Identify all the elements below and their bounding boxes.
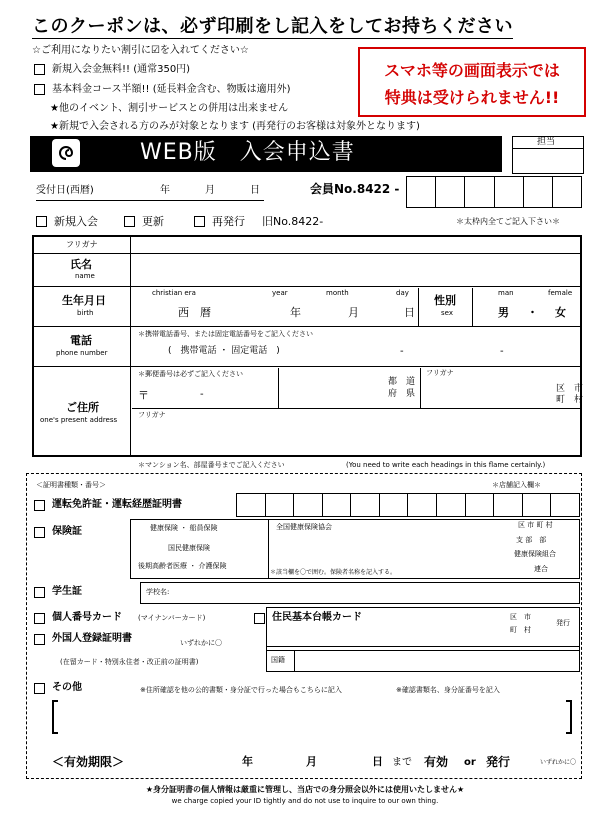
sex-en-label: sex — [441, 309, 453, 317]
insurance-type-1: 健康保険 ・ 船員保険 — [150, 524, 218, 532]
name-en-label: name — [75, 272, 95, 280]
zip-note: ＊郵便番号は必ずご記入ください — [138, 370, 243, 378]
other-label: その他 — [52, 682, 82, 693]
warning-line-1: スマホ等の画面表示では — [384, 61, 560, 80]
juki-checkbox[interactable] — [254, 613, 265, 624]
kind-checkbox-new[interactable] — [36, 216, 47, 227]
school-name-label: 学校名: — [146, 588, 170, 596]
name-label: 氏名 — [70, 258, 92, 271]
option-half-price-label: 基本料金コース半額!! (延長料金含む、物販は適用外) — [52, 84, 291, 95]
validity-month-unit: 月 — [306, 755, 317, 768]
sex-man-head: man — [498, 289, 514, 297]
received-month-unit: 月 — [205, 185, 215, 196]
address-furigana-label-1: フリガナ — [426, 369, 454, 377]
option-free-entry-label: 新規入会金無料!! (通常350円) — [52, 64, 191, 75]
mynumber-checkbox[interactable] — [34, 613, 45, 624]
sex-label: 性別 — [434, 294, 456, 307]
license-checkbox[interactable] — [34, 500, 45, 511]
old-number-label: 旧No.8422- — [262, 215, 324, 228]
kind-renew-label: 更新 — [142, 215, 164, 228]
foreign-label: 外国人登録証明書 — [52, 633, 132, 644]
phone-type-label: ( 携帯電話 ・ 固定電話 ) — [168, 346, 280, 356]
phone-field[interactable] — [310, 342, 578, 362]
student-label: 学生証 — [52, 586, 82, 597]
address-field[interactable] — [134, 422, 578, 454]
either-circle-note-2: いずれかに〇 — [540, 759, 577, 766]
address-label: ご住所 — [66, 401, 99, 414]
kind-reissue-label: 再発行 — [212, 215, 245, 228]
insurance-type-3: 後期高齢者医療 ・ 介護保険 — [138, 562, 227, 570]
zip-field[interactable] — [152, 384, 272, 404]
address-furigana-label-2: フリガナ — [138, 411, 166, 419]
validity-year-unit: 年 — [242, 755, 253, 768]
prefecture-field[interactable] — [282, 380, 382, 404]
birth-year-unit: 年 — [290, 306, 301, 319]
sex-female-head: female — [548, 289, 573, 297]
phone-dash-1: - — [400, 346, 404, 357]
furigana-field[interactable] — [132, 238, 578, 252]
member-number-label: 会員No.8422 - — [310, 182, 400, 196]
birth-era-head: christian era — [152, 289, 196, 297]
insurance-association: 全国健康保険協会 — [276, 523, 332, 531]
received-date-label: 受付日(西暦) — [36, 185, 94, 196]
name-field[interactable] — [132, 255, 578, 285]
insurance-label: 保険証 — [52, 526, 82, 537]
address-en-label: one's present address — [40, 416, 118, 424]
validity-option-issued[interactable]: 発行 — [486, 755, 511, 769]
other-document-field[interactable] — [62, 700, 562, 734]
kind-checkbox-reissue[interactable] — [194, 216, 205, 227]
coupon-title: このクーポンは、必ず印刷をし記入をしてお持ちください — [32, 16, 513, 37]
phone-label: 電話 — [70, 334, 92, 347]
form-title: WEB版 入会申込書 — [140, 140, 355, 165]
birth-day-head: day — [396, 289, 409, 297]
birth-en-label: birth — [77, 309, 94, 317]
received-year-unit: 年 — [160, 185, 170, 196]
validity-option-valid[interactable]: 有効 — [424, 755, 449, 769]
phone-note: ＊携帯電話番号、または固定電話番号をご記入ください — [138, 330, 313, 338]
foreign-sub-label: (在留カード・特別永住者・改正前の証明書) — [60, 658, 199, 666]
city-field[interactable] — [424, 382, 554, 406]
member-number-boxes[interactable] — [406, 176, 582, 208]
logo-icon — [52, 139, 80, 167]
nationality-box[interactable] — [266, 650, 580, 672]
validity-or: or — [464, 757, 476, 768]
nationality-label: 国籍 — [271, 656, 285, 664]
other-note-1: ※住所確認を他の公的書類・身分証で行った場合もこちらに記入 — [140, 686, 342, 694]
birth-date-field[interactable] — [140, 300, 418, 324]
juki-label: 住民基本台帳カード — [272, 612, 362, 623]
phone-en-label: phone number — [56, 349, 108, 357]
sex-man-option[interactable]: 男 — [498, 306, 509, 319]
insurance-checkbox[interactable] — [34, 527, 45, 538]
other-bracket-right — [566, 700, 572, 734]
footer-privacy-en: we charge copied your ID tightly and do not use to inquire to our own thing. — [171, 797, 439, 805]
mynumber-sub-label: (マイナンバーカード) — [138, 614, 206, 622]
furigana-label: フリガナ — [66, 240, 98, 249]
birth-label: 生年月日 — [62, 294, 106, 307]
option-checkbox-half-price[interactable] — [34, 84, 45, 95]
birth-month-unit: 月 — [348, 306, 359, 319]
footer-privacy-jp: ★身分証明書の個人情報は厳重に管理し、当店での身分照会以外には使用いたしません★ — [145, 785, 465, 794]
option-checkbox-free-entry[interactable] — [34, 64, 45, 75]
building-note: ＊マンション名、部屋番号までご記入ください — [138, 461, 285, 469]
received-day-unit: 日 — [250, 185, 260, 196]
warning-line-2: 特典は受けられません!! — [384, 88, 560, 107]
zip-dash: - — [200, 389, 204, 400]
other-bracket-left — [52, 700, 58, 734]
insurance-type-2: 国民健康保険 — [168, 544, 210, 552]
checkbox-instruction: ☆ご利用になりたい割引に☑を入れてください☆ — [32, 45, 249, 56]
city-unit-2: 町 村 — [556, 395, 584, 405]
insurance-right-2: 支 部 部 — [516, 536, 547, 544]
license-number-boxes[interactable] — [236, 493, 580, 517]
juki-right-3: 発行 — [556, 619, 570, 627]
birth-year-head: year — [272, 289, 288, 297]
zip-mark: 〒 — [138, 389, 149, 402]
birth-month-head: month — [326, 289, 349, 297]
kind-checkbox-renew[interactable] — [124, 216, 135, 227]
insurance-right-1: 区 市 町 村 — [518, 521, 553, 529]
mynumber-label: 個人番号カード — [52, 612, 122, 623]
other-checkbox[interactable] — [34, 683, 45, 694]
either-circle-note: いずれかに〇 — [180, 639, 222, 647]
insurance-right-4: 連合 — [534, 565, 548, 573]
validity-date-field[interactable] — [160, 750, 386, 772]
validity-label: ＜有効期限＞ — [52, 755, 125, 769]
city-unit-1: 区 市 — [556, 384, 584, 394]
validity-day-unit: 日 — [372, 755, 383, 768]
juki-right-2: 町 村 — [510, 626, 531, 634]
license-label: 運転免許証・運転経歴証明書 — [52, 499, 182, 510]
id-section-heading: ＜証明書種類・番号＞ — [36, 481, 106, 489]
validity-until: まで — [392, 757, 412, 768]
thick-frame-note: ＊太枠内全てご記入下さい＊ — [456, 217, 560, 226]
insurance-right-3: 健康保険組合 — [514, 550, 556, 558]
birth-era-value: 西 暦 — [178, 306, 211, 319]
note-no-combination: ★他のイベント、割引サービスとの併用は出来ません — [50, 103, 289, 114]
prefecture-unit-2: 府 県 — [388, 389, 416, 399]
student-checkbox[interactable] — [34, 587, 45, 598]
store-note: ＊店舗記入欄＊ — [492, 481, 541, 489]
insurance-note: ＊該当欄を〇で囲む。保険者名称を記入する。 — [270, 569, 397, 576]
birth-day-unit: 日 — [404, 306, 415, 319]
juki-right-1: 区 市 — [510, 613, 531, 621]
other-note-2: ※確認書類名、身分証番号を記入 — [396, 686, 500, 694]
staff-label: 担当 — [537, 137, 556, 147]
heading-note: (You need to write each headings in this flame certainly.) — [346, 461, 546, 469]
prefecture-unit-1: 都 道 — [388, 377, 416, 387]
phone-dash-2: - — [500, 346, 504, 357]
sex-separator: ・ — [527, 306, 538, 319]
sex-female-option[interactable]: 女 — [555, 306, 566, 319]
screen-display-warning — [358, 47, 586, 117]
school-name-field[interactable] — [140, 582, 580, 604]
foreign-checkbox[interactable] — [34, 634, 45, 645]
note-new-only: ★新規で入会される方のみが対象となります (再発行のお客様は対象外となります) — [50, 121, 420, 132]
kind-new-label: 新規入会 — [54, 215, 98, 228]
